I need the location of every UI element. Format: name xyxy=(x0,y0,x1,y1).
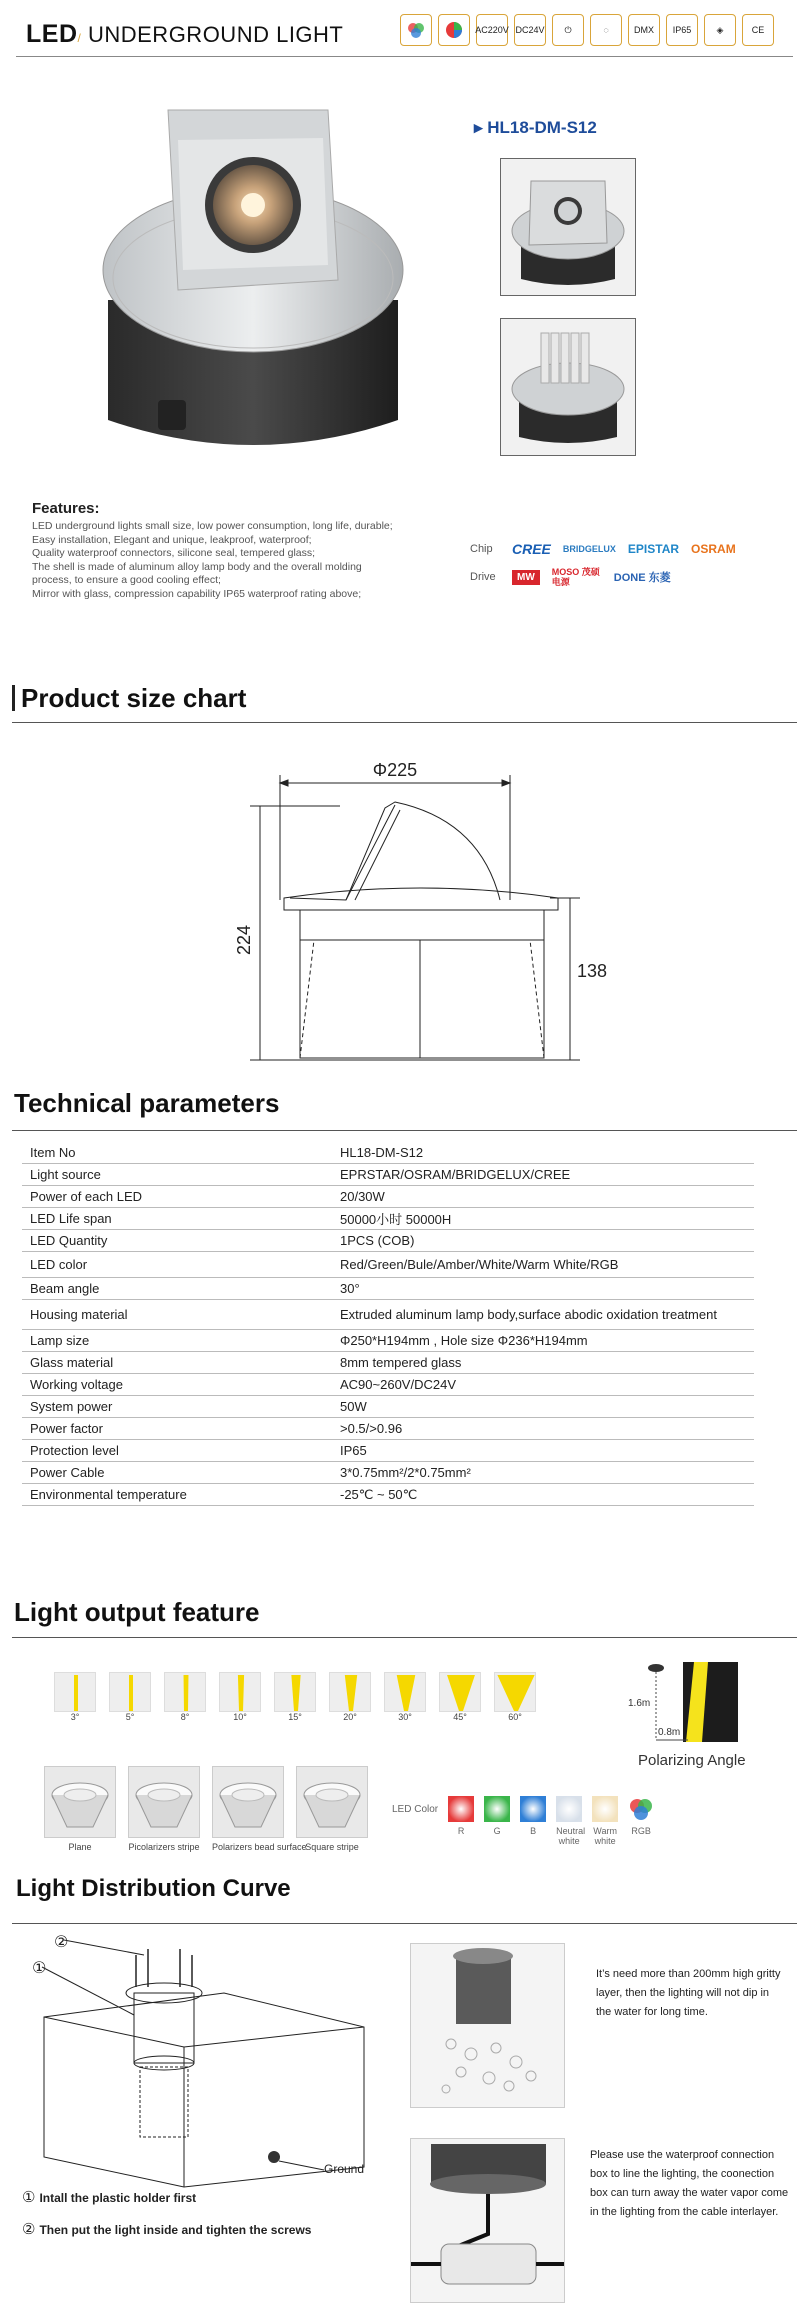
callout-two: ② xyxy=(54,1932,69,1951)
lens-icon xyxy=(129,1767,199,1837)
tech-param-name: Environmental temperature xyxy=(30,1487,187,1502)
lens-label: Picolarizers stripe xyxy=(128,1842,200,1852)
led-color-chip xyxy=(628,1796,654,1846)
tech-row xyxy=(22,1462,754,1484)
light-output-title: Light output feature xyxy=(14,1597,260,1627)
ip65-icon xyxy=(666,14,698,46)
beam-cone-icon xyxy=(440,1673,482,1713)
dmx-icon-label: DMX xyxy=(634,24,654,35)
lens-label: Plane xyxy=(68,1842,92,1852)
tech-divider xyxy=(12,1130,797,1131)
install-step-1-num: ① xyxy=(22,2189,36,2206)
size-chart-title-text: Product size chart xyxy=(21,683,247,713)
beam-angle-label: 15° xyxy=(288,1712,302,1722)
dimmer-icon xyxy=(590,14,622,46)
beam-angle-item xyxy=(384,1672,426,1722)
beam-angle-item xyxy=(164,1672,206,1722)
tech-param-name: Power Cable xyxy=(30,1465,105,1480)
beam-cone-icon xyxy=(165,1673,207,1713)
polarizing-angle-diagram xyxy=(628,1662,768,1762)
distribution-divider xyxy=(12,1923,797,1924)
feature-line: LED underground lights small size, low power consumption, long life, durable; xyxy=(32,520,393,532)
ce-icon xyxy=(742,14,774,46)
beam-shape xyxy=(384,1672,426,1712)
brand-logos xyxy=(470,535,736,591)
header-brand: LED xyxy=(26,20,78,48)
install-step-2-num: ② xyxy=(22,2221,36,2238)
size-chart-divider xyxy=(12,722,797,723)
led-color-swatch xyxy=(484,1796,510,1822)
product-thumbnail-side[interactable] xyxy=(500,318,636,456)
feature-line: The shell is made of aluminum alloy lamp body and the overall molding xyxy=(32,560,362,573)
color-wheel-icon xyxy=(444,20,464,40)
lens-icon xyxy=(297,1767,367,1837)
meanwell-logo: MW xyxy=(512,570,540,585)
tech-row xyxy=(22,1352,754,1374)
led-color-name: RGB xyxy=(631,1826,651,1836)
power-icon xyxy=(552,14,584,46)
beam-angle-item xyxy=(439,1672,481,1722)
dmx-icon xyxy=(628,14,660,46)
beam-angle-item xyxy=(54,1672,96,1722)
connection-box-image xyxy=(410,2138,565,2303)
beam-angle-item xyxy=(219,1672,261,1722)
beam-angle-label: 10° xyxy=(233,1712,247,1722)
tech-param-value: IP65 xyxy=(340,1443,367,1458)
beam-angle-item xyxy=(329,1672,371,1722)
led-color-chip xyxy=(556,1796,586,1846)
lens-image xyxy=(128,1766,200,1838)
tech-row xyxy=(22,1440,754,1462)
led-color-swatch xyxy=(556,1796,582,1822)
led-color-chip xyxy=(592,1796,618,1846)
install-step-2 xyxy=(22,2220,311,2238)
class-icon-label: ◈ xyxy=(716,24,724,35)
rgb-circles-icon xyxy=(406,20,426,40)
tech-param-value: 50000小时 50000H xyxy=(340,1212,452,1227)
beam-shape xyxy=(439,1672,481,1712)
ac220v-icon xyxy=(476,14,508,46)
beam-angle-label: 3° xyxy=(70,1712,80,1722)
beam-shape xyxy=(219,1672,261,1712)
install-step-1-text: Intall the plastic holder first xyxy=(39,2191,197,2205)
tech-row xyxy=(22,1396,754,1418)
install-step-1 xyxy=(22,2188,196,2206)
tech-param-name: Working voltage xyxy=(30,1377,123,1392)
tech-param-value: >0.5/>0.96 xyxy=(340,1421,403,1436)
dc24v-icon xyxy=(514,14,546,46)
tech-param-value: -25℃ ~ 50℃ xyxy=(340,1486,418,1502)
beam-angle-label: 20° xyxy=(343,1712,357,1722)
led-color-chip xyxy=(520,1796,546,1846)
tech-param-name: System power xyxy=(30,1399,113,1414)
beam-angle-item xyxy=(109,1672,151,1722)
color-icon xyxy=(438,14,470,46)
connection-box-note: Please use the waterproof connection box to line the lighting, the coonection box can turn away the water vapor come in the lighting from the cable interlayer. xyxy=(590,2149,789,2218)
tech-param-value: EPRSTAR/OSRAM/BRIDGELUX/CREE xyxy=(340,1167,571,1182)
tech-row xyxy=(22,1418,754,1440)
tech-param-value: HL18-DM-S12 xyxy=(340,1145,424,1160)
tech-row xyxy=(22,1330,754,1352)
installation-diagram xyxy=(24,1932,384,2195)
led-color-name: B xyxy=(530,1826,537,1836)
moso-logo: MOSO 茂硕电源 xyxy=(551,567,600,587)
tech-title: Technical parameters xyxy=(14,1088,280,1118)
feature-line: Mirror with glass, compression capability IP65 waterproof rating above; xyxy=(32,587,362,600)
features-list xyxy=(32,520,432,601)
polarizing-angle-caption: Polarizing Angle xyxy=(638,1752,746,1769)
lens-image xyxy=(212,1766,284,1838)
gravel-layer-image xyxy=(410,1943,565,2108)
beam-shape xyxy=(329,1672,371,1712)
led-color-swatches xyxy=(392,1796,654,1846)
beam-cone-icon xyxy=(110,1673,152,1713)
tech-row xyxy=(22,1374,754,1396)
lens-icon xyxy=(213,1767,283,1837)
size-diameter-label: Φ225 xyxy=(372,760,418,780)
class-icon xyxy=(704,14,736,46)
drive-label: Drive xyxy=(470,571,496,583)
certification-icons xyxy=(400,14,774,46)
product-thumbnail-top-image xyxy=(501,159,635,295)
beam-shape xyxy=(109,1672,151,1712)
lens-option xyxy=(296,1766,368,1852)
beam-angle-label: 30° xyxy=(398,1712,412,1722)
tech-row xyxy=(22,1142,754,1164)
led-color-name: Neutral white xyxy=(556,1826,586,1846)
power-icon-label: ⏻ xyxy=(564,24,572,35)
features-title: Features: xyxy=(32,500,100,517)
tech-param-value: Φ250*H194mm , Hole size Φ236*H194mm xyxy=(340,1333,588,1348)
ground-label: Ground xyxy=(324,2162,365,2176)
tech-param-value: AC90~260V/DC24V xyxy=(340,1377,456,1392)
lens-row xyxy=(44,1766,368,1852)
dc24v-icon-label: DC24V xyxy=(515,24,545,35)
tech-param-name: Beam angle xyxy=(30,1281,100,1296)
product-thumbnail-top[interactable] xyxy=(500,158,636,296)
led-color-name: Warm white xyxy=(593,1826,617,1846)
led-color-swatch xyxy=(628,1796,654,1822)
led-color-chip xyxy=(448,1796,474,1846)
model-number-text: HL18-DM-S12 xyxy=(487,118,597,137)
header-product-type: UNDERGROUND LIGHT xyxy=(87,22,344,47)
beam-angle-label: 8° xyxy=(180,1712,190,1722)
connection-box-illustration xyxy=(411,2139,564,2302)
tech-param-name: LED color xyxy=(30,1257,88,1272)
tech-param-name: LED Life span xyxy=(30,1211,112,1226)
light-output-divider xyxy=(12,1637,797,1638)
tech-param-value: 50W xyxy=(340,1399,367,1414)
tech-param-value: 3*0.75mm²/2*0.75mm² xyxy=(340,1465,471,1480)
beam-angle-label: 60° xyxy=(508,1712,522,1722)
size-chart-drawing xyxy=(220,750,608,1080)
led-color-name: R xyxy=(457,1826,465,1836)
tech-param-name: Glass material xyxy=(30,1355,114,1370)
beam-cone-icon xyxy=(495,1673,537,1713)
rgb-swatch-icon xyxy=(628,1796,654,1822)
polarizing-height-label: 1.6m xyxy=(628,1698,651,1709)
tech-row xyxy=(22,1278,754,1300)
tech-param-value: 8mm tempered glass xyxy=(340,1355,462,1370)
tech-param-value: Extruded aluminum lamp body,surface abodic oxidation treatment xyxy=(340,1307,717,1322)
tech-row xyxy=(22,1300,754,1330)
dimmer-icon-label: ◌ xyxy=(603,24,609,35)
tech-table xyxy=(22,1142,754,1506)
beam-angle-row xyxy=(54,1672,536,1722)
tech-row xyxy=(22,1230,754,1252)
tech-row xyxy=(22,1208,754,1230)
tech-param-value: 20/30W xyxy=(340,1189,385,1204)
tech-row xyxy=(22,1484,754,1506)
cree-logo: CREE xyxy=(512,541,551,557)
tech-param-name: Power of each LED xyxy=(30,1189,143,1204)
feature-line: Quality waterproof connectors, silicone seal, tempered glass; xyxy=(32,547,316,559)
lens-label: Square stripe xyxy=(305,1842,359,1852)
gravel-layer-illustration xyxy=(411,1944,564,2107)
beam-cone-icon xyxy=(385,1673,427,1713)
osram-logo: OSRAM xyxy=(691,542,736,556)
beam-angle-label: 45° xyxy=(453,1712,467,1722)
lens-image xyxy=(296,1766,368,1838)
led-color-swatch xyxy=(448,1796,474,1822)
feature-line: Easy installation, Elegant and unique, leakproof, waterproof; xyxy=(32,533,312,546)
beam-cone-icon xyxy=(275,1673,317,1713)
led-color-label: LED Color xyxy=(392,1804,439,1815)
tech-param-name: Item No xyxy=(30,1145,76,1160)
beam-angle-item xyxy=(494,1672,536,1722)
install-step-2-text: Then put the light inside and tighten the screws xyxy=(39,2223,312,2237)
bridgelux-logo: BRIDGELUX xyxy=(562,544,616,554)
beam-cone-icon xyxy=(55,1673,97,1713)
led-color-chip xyxy=(484,1796,510,1846)
product-thumbnail-side-image xyxy=(501,319,635,455)
size-total-height-label: 224 xyxy=(234,924,254,956)
beam-angle-item xyxy=(274,1672,316,1722)
lens-label: Polarizers bead surface xyxy=(212,1842,307,1852)
tech-param-name: Light source xyxy=(30,1167,101,1182)
done-logo: DONE 东菱 xyxy=(613,572,671,584)
beam-shape xyxy=(164,1672,206,1712)
size-body-height-label: 138 xyxy=(576,961,608,981)
beam-shape xyxy=(494,1672,536,1712)
header-divider xyxy=(16,56,793,57)
tech-row xyxy=(22,1164,754,1186)
beam-angle-label: 5° xyxy=(125,1712,135,1722)
chip-label: Chip xyxy=(470,543,493,555)
tech-param-name: Housing material xyxy=(30,1307,128,1322)
tech-param-value: 30° xyxy=(340,1281,360,1296)
rgb-icon xyxy=(400,14,432,46)
led-color-swatch xyxy=(520,1796,546,1822)
gravel-note: It’s need more than 200mm high gritty layer, then the lighting will not dip in the water for long time. xyxy=(596,1968,781,2018)
epistar-logo: EPISTAR xyxy=(627,542,680,556)
led-color-swatch xyxy=(592,1796,618,1822)
led-color-name: G xyxy=(493,1826,501,1836)
lens-image xyxy=(44,1766,116,1838)
tech-row xyxy=(22,1252,754,1278)
lens-option xyxy=(44,1766,116,1852)
lens-option xyxy=(128,1766,200,1852)
tech-param-name: Lamp size xyxy=(30,1333,90,1348)
polarizing-distance-label: 0.8m xyxy=(658,1727,681,1738)
lens-icon xyxy=(45,1767,115,1837)
model-number: ▸ HL18-DM-S12 xyxy=(474,118,597,137)
size-chart-title xyxy=(12,683,246,714)
beam-shape xyxy=(274,1672,316,1712)
feature-line: process, to ensure a good cooling effect; xyxy=(32,574,221,586)
tech-param-name: LED Quantity xyxy=(30,1233,108,1248)
tech-param-name: Power factor xyxy=(30,1421,103,1436)
chip-brands xyxy=(470,535,736,563)
ip65-icon-label: IP65 xyxy=(672,24,692,35)
ce-icon-label: CE xyxy=(751,24,765,35)
ac220v-icon-label: AC220V xyxy=(475,24,509,35)
beam-cone-icon xyxy=(330,1673,372,1713)
header-title: LED/ UNDERGROUND LIGHT xyxy=(26,20,344,48)
tech-row xyxy=(22,1186,754,1208)
tech-param-value: 1PCS (COB) xyxy=(340,1233,415,1248)
distribution-title: Light Distribution Curve xyxy=(16,1875,291,1902)
beam-shape xyxy=(54,1672,96,1712)
product-main-image xyxy=(88,100,418,480)
beam-cone-icon xyxy=(220,1673,262,1713)
lens-option xyxy=(212,1766,307,1852)
tech-param-name: Protection level xyxy=(30,1443,119,1458)
tech-param-value: Red/Green/Bule/Amber/White/Warm White/RGB xyxy=(340,1257,619,1272)
drive-brands xyxy=(470,563,736,591)
callout-one: ① xyxy=(32,1958,47,1977)
